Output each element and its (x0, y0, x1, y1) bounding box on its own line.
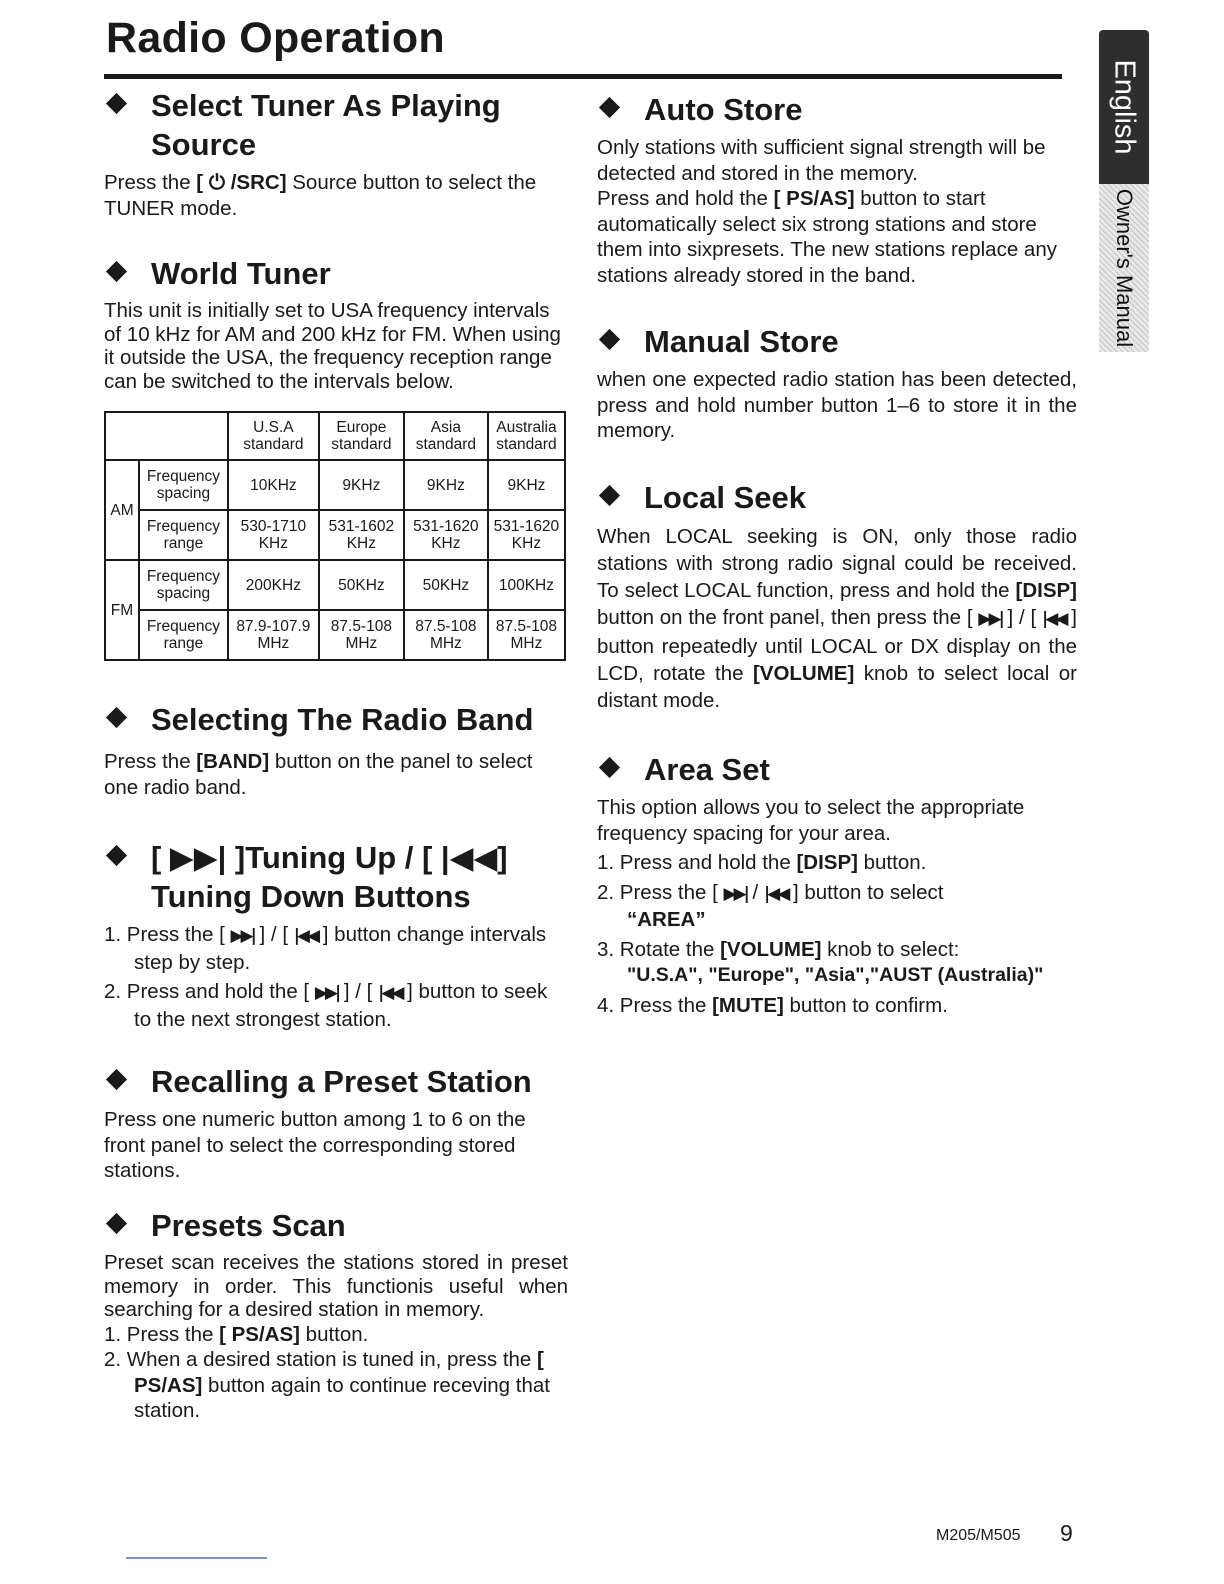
table-cell: 531-1620 KHz (488, 510, 565, 560)
table-row (105, 610, 565, 660)
language-tab (1099, 30, 1149, 184)
table-cell: 531-1602 KHz (319, 510, 404, 560)
section-text: when one expected radio station has been detected, press and hold number button 1–6 to store it in the memory. (597, 368, 1077, 442)
list-item: 1. Press the [ ▶▶| ] / [ |◀◀ ] button change intervals step by step. (104, 923, 547, 974)
section-heading: Recalling a Preset Station (104, 1062, 568, 1101)
table-cell: 87.5-108 MHz (488, 610, 565, 660)
diamond-bullet-icon (106, 261, 127, 282)
next-track-icon: ▶▶| (314, 983, 339, 1003)
diamond-bullet-icon (599, 329, 620, 350)
next-track-icon: ▶▶| (723, 883, 747, 904)
table-cell: 100KHz (488, 560, 565, 610)
table-cell: 87.5-108 MHz (404, 610, 488, 660)
diamond-bullet-icon (106, 93, 127, 114)
section-heading: Select Tuner As Playing Source (104, 86, 568, 164)
table-header: Asia standard (404, 412, 488, 460)
table-row (105, 460, 565, 510)
list-item: 1. Press the [ PS/AS] button. (104, 1322, 369, 1346)
section-local-seek (597, 478, 1077, 714)
prev-track-icon: |◀◀ (763, 883, 788, 904)
table-header: U.S.A standard (228, 412, 319, 460)
section-text: Preset scan receives the stations stored in preset memory in order. This functionis useful when searching for a desired station in memory. (104, 1251, 568, 1321)
table-cell: 530-1710 KHz (228, 510, 319, 560)
table-row (105, 510, 565, 560)
list-item: 4. Press the [MUTE] button to confirm. (597, 993, 948, 1017)
page-number: 9 (1060, 1520, 1073, 1546)
list-item: 1. Press and hold the [DISP] button. (597, 851, 927, 874)
footer-rule (126, 1557, 267, 1559)
table-cell: 9KHz (404, 460, 488, 510)
section-auto-store (597, 90, 1077, 288)
page-title: Radio Operation (106, 14, 445, 62)
table-header: Europe standard (319, 412, 404, 460)
section-heading: Local Seek (597, 478, 1077, 517)
language-tab-label: English (1108, 59, 1141, 155)
section-select-band (104, 700, 568, 800)
row-label: Frequency range (139, 610, 228, 660)
section-manual-store (597, 322, 1077, 444)
section-world-tuner (104, 254, 568, 661)
next-track-icon: ▶▶| (978, 609, 1002, 629)
prev-track-icon: |◀◀ (293, 926, 318, 946)
section-heading: World Tuner (104, 254, 568, 293)
table-cell: 200KHz (228, 560, 319, 610)
diamond-bullet-icon (106, 707, 127, 728)
diamond-bullet-icon (106, 1069, 127, 1090)
list-item: 3. Rotate the [VOLUME] knob to select: "U.S.A", "Europe", "Asia","AUST (Australia)" (597, 937, 1044, 986)
row-label: Frequency spacing (139, 560, 228, 610)
manual-tab-label: Owner's Manual (1112, 188, 1137, 348)
section-heading: Manual Store (597, 322, 1077, 361)
section-heading-line2: Tuning Down Buttons (151, 879, 471, 914)
table-cell: 87.5-108 MHz (319, 610, 404, 660)
table-cell: 50KHz (404, 560, 488, 610)
section-recall-preset (104, 1062, 568, 1184)
section-text: This option allows you to select the appropriate frequency spacing for your area. (597, 796, 1025, 845)
section-tuning (104, 838, 568, 1036)
row-label: Frequency spacing (139, 460, 228, 510)
table-cell: 9KHz (319, 460, 404, 510)
next-track-icon: ▶▶| (230, 926, 254, 946)
footer-model-number: M205/M505 (936, 1527, 1021, 1544)
band-label: AM (105, 460, 139, 560)
section-text: Press and hold the [ PS/AS] button to start automatically select six strong stations and store them into sixpresets. The new stations replace any stations already stored in the band. (597, 187, 1057, 287)
list-item: 2. Press and hold the [ ▶▶| ] / [ |◀◀ ] button to seek to the next strongest station. (104, 980, 548, 1031)
section-heading: Presets Scan (104, 1206, 568, 1245)
tuning-steps (104, 922, 568, 1032)
section-heading: [ ▶▶| ]Tuning Up / [ |◀◀] (104, 838, 568, 877)
table-cell: 9KHz (488, 460, 565, 510)
section-heading: Auto Store (597, 90, 1077, 129)
row-label: Frequency range (139, 510, 228, 560)
section-heading: Area Set (597, 750, 1077, 789)
title-rule (104, 74, 1062, 79)
section-text: Only stations with sufficient signal strength will be detected and stored in the memory. (597, 136, 1046, 185)
area-set-steps (597, 850, 1077, 1018)
section-heading: Selecting The Radio Band (104, 700, 568, 739)
prev-track-icon: |◀◀ (1041, 609, 1066, 629)
section-text: This unit is initially set to USA frequency intervals of 10 kHz for AM and 200 kHz for FM. When using it outside the USA, the frequency reception range can be switched to the intervals below. (104, 299, 561, 393)
band-label: FM (105, 560, 139, 660)
table-cell: 531-1620 KHz (404, 510, 488, 560)
table-header: Australia standard (488, 412, 565, 460)
section-presets-scan (104, 1206, 568, 1428)
section-select-tuner (104, 86, 568, 221)
diamond-bullet-icon (599, 757, 620, 778)
diamond-bullet-icon (106, 845, 127, 866)
scan-steps (104, 1322, 568, 1424)
list-item: 2. When a desired station is tuned in, press the [ PS/AS] button again to continue receving that station. (104, 1348, 550, 1422)
side-tab (1099, 30, 1149, 352)
manual-tab (1099, 184, 1149, 352)
section-text: Press one numeric button among 1 to 6 on the front panel to select the corresponding stored stations. (104, 1108, 526, 1182)
prev-track-icon: |◀◀ (378, 983, 402, 1003)
diamond-bullet-icon (106, 1213, 127, 1234)
list-item: 2. Press the [ ▶▶| / |◀◀ ] button to select “AREA” (597, 880, 944, 931)
table-cell: 10KHz (228, 460, 319, 510)
diamond-bullet-icon (599, 485, 620, 506)
table-cell: 87.9-107.9 MHz (228, 610, 319, 660)
section-area-set (597, 750, 1077, 1022)
section-text: When LOCAL seeking is ON, only those radio stations with strong radio signal could be received. To select LOCAL function, press and hold the [DISP] button on the front panel, then press the [ ▶▶| ] / [ |◀◀ ] button repeatedly until LOCAL or DX display on the LCD, rotate the [VOLUME] knob to select local or distant mode. (597, 525, 1077, 712)
diamond-bullet-icon (599, 97, 620, 118)
table-header-row (105, 412, 565, 460)
table-row (105, 560, 565, 610)
table-cell: 50KHz (319, 560, 404, 610)
section-text: Press the [BAND] button on the panel to select one radio band. (104, 750, 533, 799)
frequency-table (104, 411, 566, 661)
section-text: Press the [ ⏻ /SRC] Source button to select the TUNER mode. (104, 171, 537, 220)
